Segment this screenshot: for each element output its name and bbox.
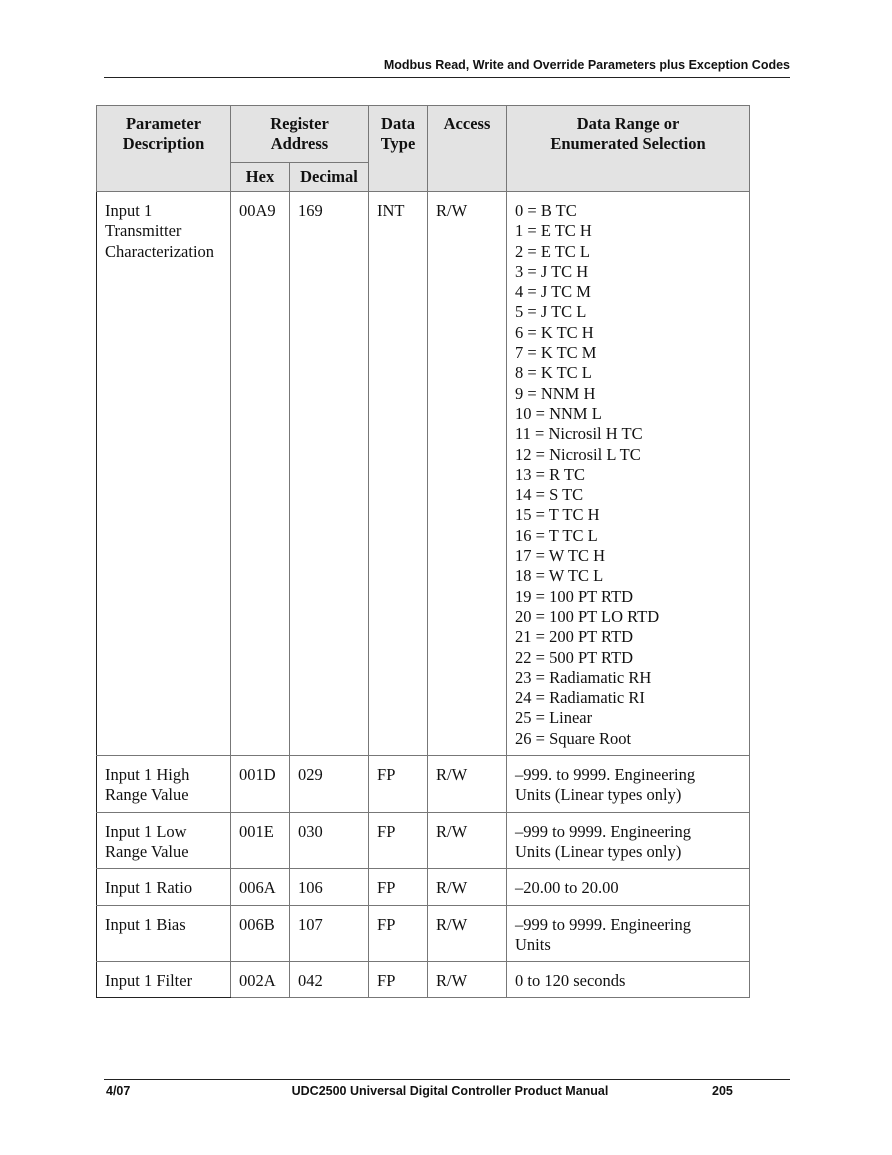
table-row	[97, 962, 750, 998]
decimal-address: 107	[290, 905, 369, 962]
access: R/W	[428, 812, 507, 869]
data-range: 0 to 120 seconds	[507, 962, 750, 998]
data-type: FP	[369, 905, 428, 962]
running-header: Modbus Read, Write and Override Parameters plus Exception Codes	[383, 58, 790, 72]
table-row	[97, 192, 750, 756]
page-number: 205	[712, 1084, 733, 1098]
header-register-address: Register Address	[231, 106, 369, 163]
parameter-description: Input 1 Ratio	[97, 869, 231, 905]
header-hex: Hex	[231, 163, 290, 192]
table-row	[97, 869, 750, 905]
table-row	[97, 756, 750, 813]
header-access: Access	[428, 106, 507, 192]
decimal-address: 169	[290, 192, 369, 756]
table-row	[97, 905, 750, 962]
header-decimal: Decimal	[290, 163, 369, 192]
parameter-description: Input 1 Low Range Value	[97, 812, 231, 869]
decimal-address: 030	[290, 812, 369, 869]
data-range: –20.00 to 20.00	[507, 869, 750, 905]
header-data-range: Data Range or Enumerated Selection	[507, 106, 750, 192]
hex-address: 001D	[231, 756, 290, 813]
data-type: FP	[369, 756, 428, 813]
access: R/W	[428, 869, 507, 905]
header-data-type: Data Type	[369, 106, 428, 192]
access: R/W	[428, 962, 507, 998]
parameter-description: Input 1 Transmitter Characterization	[97, 192, 231, 756]
footer-manual-title: UDC2500 Universal Digital Controller Product Manual	[291, 1084, 609, 1098]
access: R/W	[428, 905, 507, 962]
data-type: FP	[369, 812, 428, 869]
hex-address: 002A	[231, 962, 290, 998]
access: R/W	[428, 756, 507, 813]
table-row	[97, 812, 750, 869]
data-range: –999 to 9999. Engineering Units	[507, 905, 750, 962]
decimal-address: 042	[290, 962, 369, 998]
decimal-address: 106	[290, 869, 369, 905]
hex-address: 006A	[231, 869, 290, 905]
data-range: –999. to 9999. Engineering Units (Linear types only)	[507, 756, 750, 813]
parameter-description: Input 1 Bias	[97, 905, 231, 962]
access: R/W	[428, 192, 507, 756]
parameter-description: Input 1 Filter	[97, 962, 231, 998]
data-range: –999 to 9999. Engineering Units (Linear types only)	[507, 812, 750, 869]
data-range: 0 = B TC 1 = E TC H 2 = E TC L 3 = J TC H 4 = J TC M 5 = J TC L 6 = K TC H 7 = K TC M 8 = K TC L 9 = NNM H 10 = NNM L 11 = Nicrosil H TC 12 = Nicrosil L TC 13 = R TC 14 = S TC 15 = T TC H 16 = T TC L 17 = W TC H 18 = W TC L 19 = 100 PT RTD 20 = 100 PT LO RTD 21 = 200 PT RTD 22 = 500 PT RTD 23 = Radiamatic RH 24 = Radiamatic RI 25 = Linear 26 = Square Root	[507, 192, 750, 756]
footer-rule	[104, 1079, 790, 1080]
data-type: FP	[369, 869, 428, 905]
parameter-description: Input 1 High Range Value	[97, 756, 231, 813]
header-parameter-description: Parameter Description	[97, 106, 231, 192]
modbus-parameter-table	[96, 105, 750, 998]
data-type: FP	[369, 962, 428, 998]
hex-address: 006B	[231, 905, 290, 962]
decimal-address: 029	[290, 756, 369, 813]
hex-address: 00A9	[231, 192, 290, 756]
footer-date: 4/07	[106, 1084, 131, 1098]
hex-address: 001E	[231, 812, 290, 869]
header-rule	[104, 77, 790, 78]
data-type: INT	[369, 192, 428, 756]
